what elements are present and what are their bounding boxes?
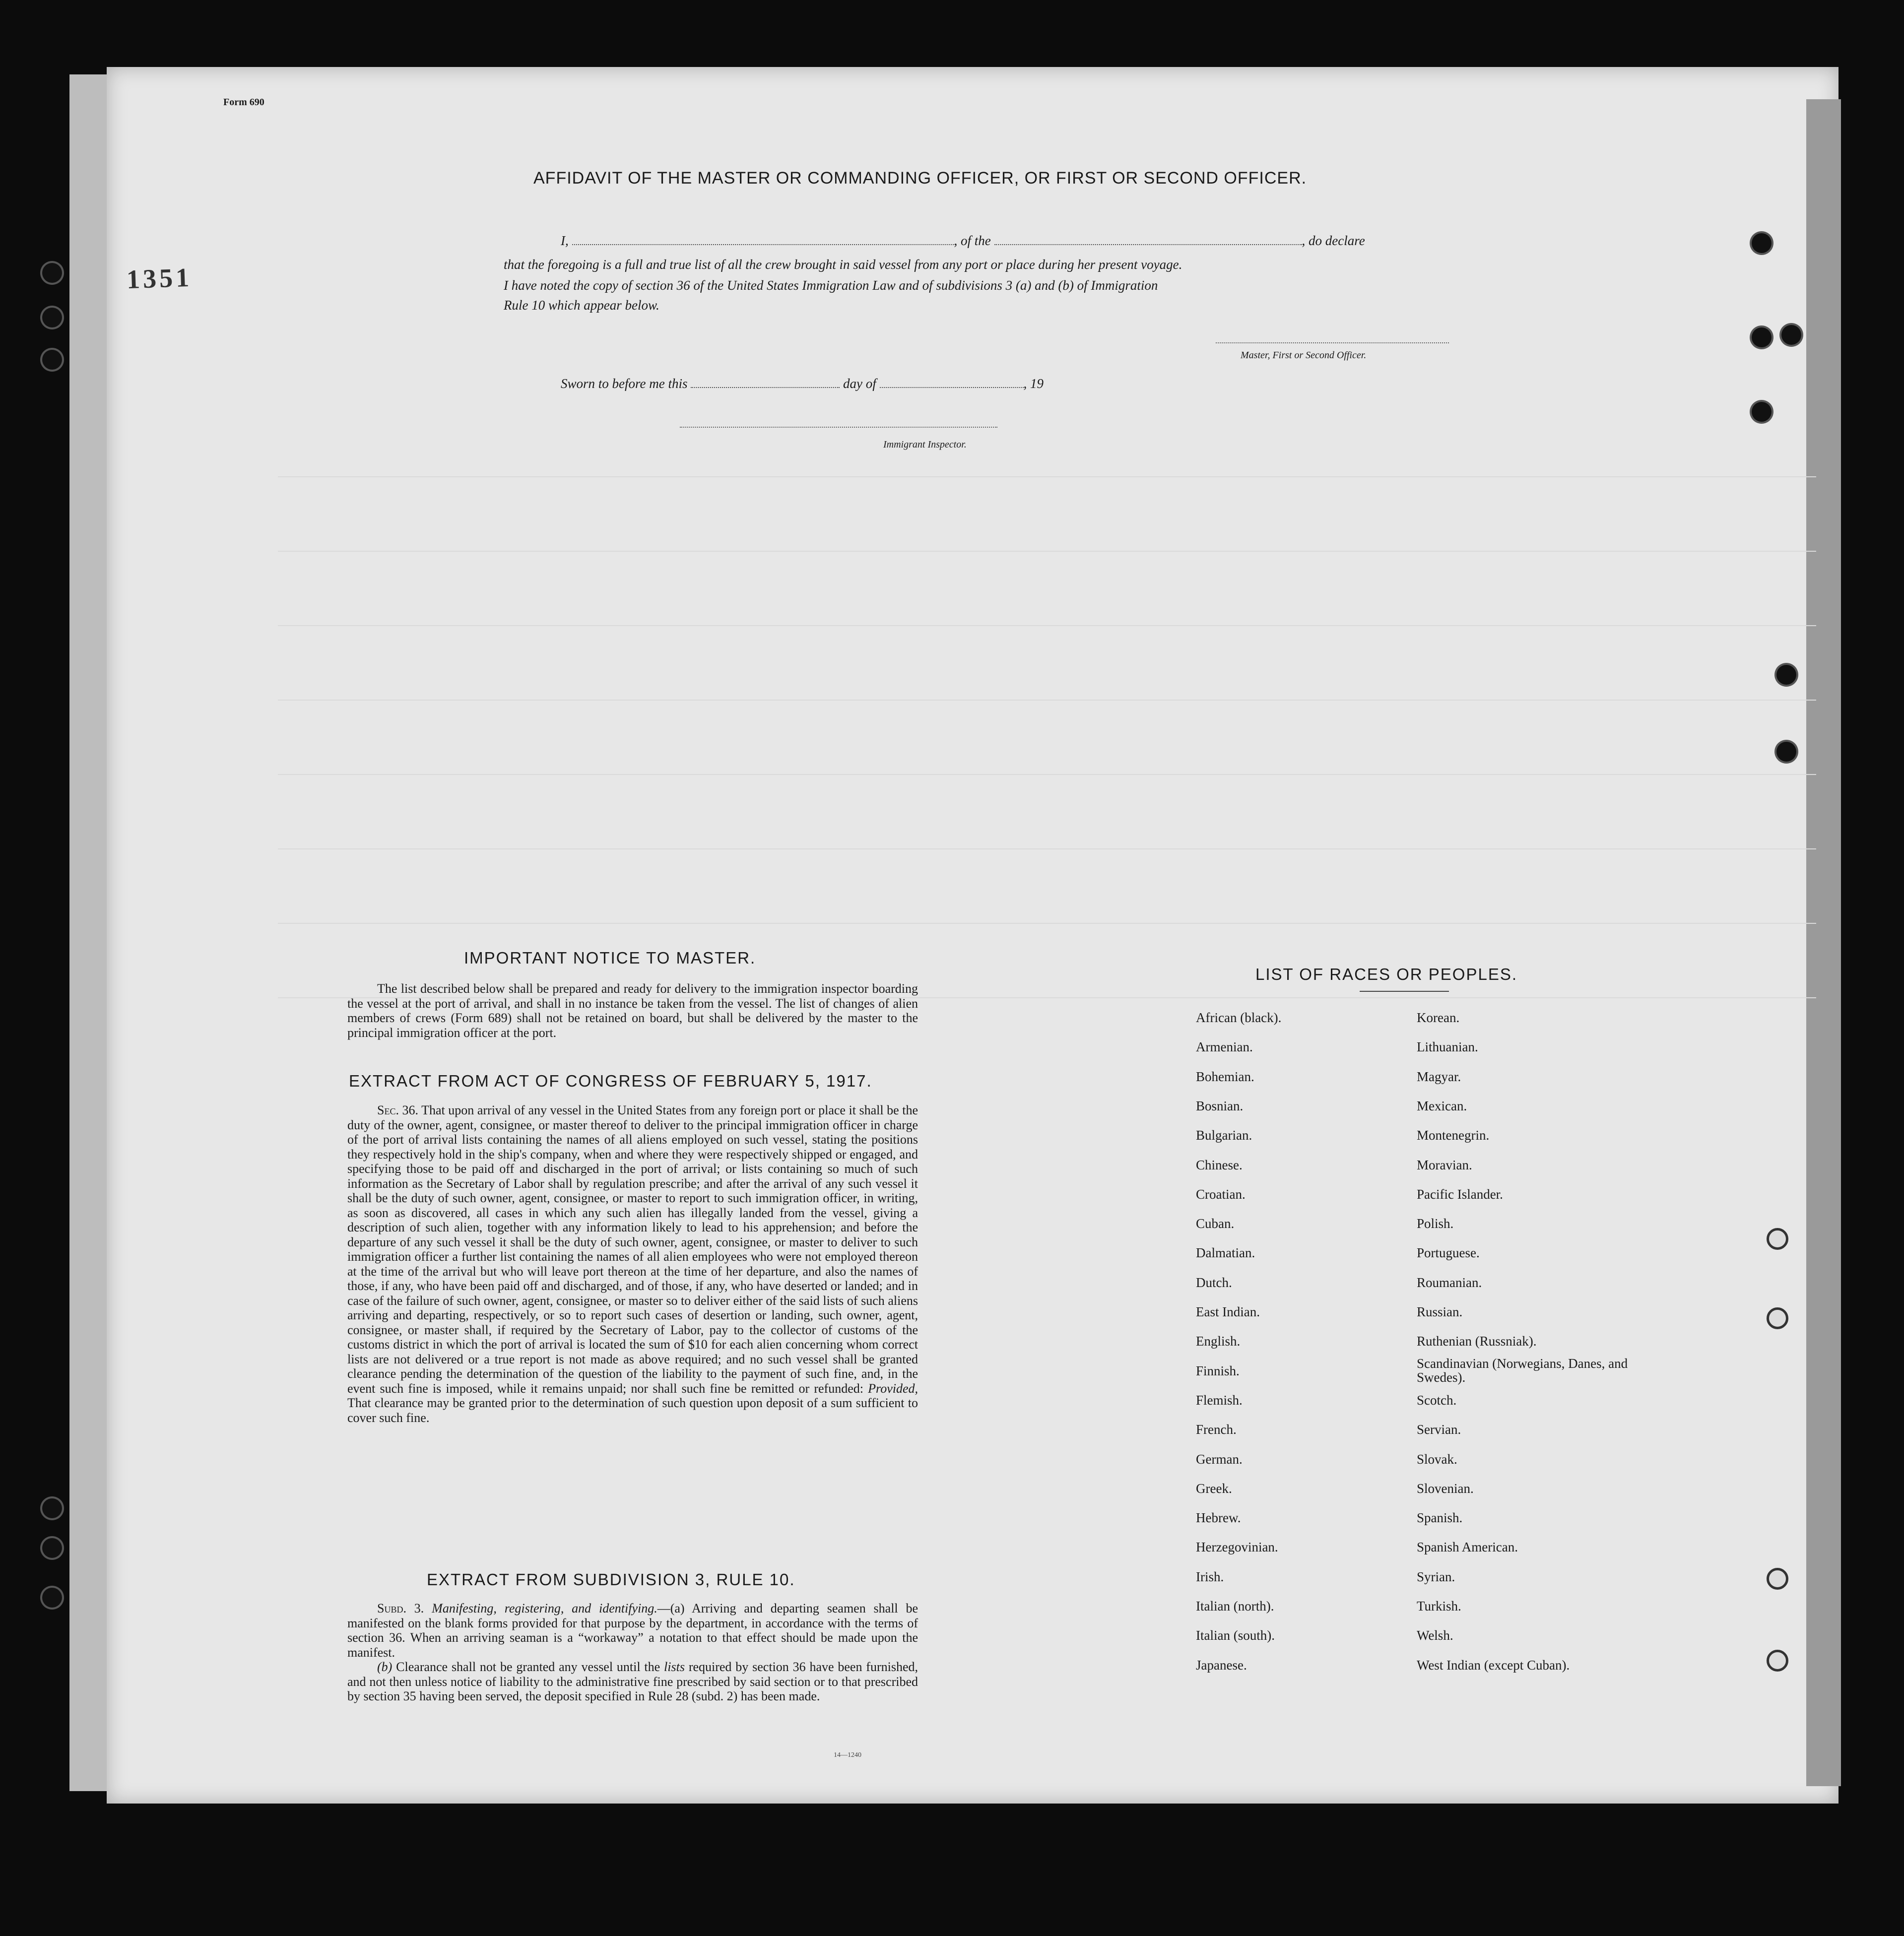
punch-hole — [1776, 742, 1796, 762]
race-item: Bohemian. — [1196, 1069, 1254, 1084]
right-edge-shadow — [1806, 99, 1841, 1786]
race-item: Moravian. — [1417, 1157, 1472, 1172]
punch-hole — [1767, 1568, 1788, 1590]
ghost-row — [278, 700, 1816, 701]
ghost-row — [278, 774, 1816, 775]
binder-hole — [42, 1588, 62, 1608]
affidavit-declare: , do declare — [1302, 233, 1365, 248]
race-item: Irish. — [1196, 1569, 1224, 1584]
subd-heading: Manifesting, registering, and identifying. — [432, 1601, 657, 1615]
races-list — [1196, 1010, 1642, 1675]
race-item: Italian (south). — [1196, 1628, 1275, 1643]
vessel-field[interactable] — [994, 244, 1302, 245]
notice-title: IMPORTANT NOTICE TO MASTER. — [464, 949, 756, 967]
race-item: Bulgarian. — [1196, 1128, 1252, 1143]
race-item: Japanese. — [1196, 1657, 1247, 1673]
punch-hole — [1781, 325, 1801, 345]
race-item: Armenian. — [1196, 1039, 1253, 1055]
race-item: Italian (north). — [1196, 1599, 1274, 1613]
race-item: Lithuanian. — [1417, 1039, 1478, 1055]
race-item: Montenegrin. — [1417, 1128, 1490, 1143]
page-number: 1351 — [126, 262, 193, 295]
race-item: Welsh. — [1417, 1628, 1453, 1643]
provided-word: Provided, — [868, 1381, 918, 1396]
race-item: Chinese. — [1196, 1157, 1243, 1172]
print-code: 14—1240 — [834, 1751, 861, 1759]
race-item: Slovenian. — [1417, 1481, 1474, 1496]
form-number: Form 690 — [223, 97, 264, 108]
race-item: Russian. — [1417, 1304, 1463, 1319]
name-field[interactable] — [572, 244, 954, 245]
affidavit-line-2: that the foregoing is a full and true list of all the crew brought in said vessel from any port or place during her present voyage. — [504, 257, 1182, 272]
affidavit-line-1 — [561, 233, 1464, 249]
rule-extract-text — [347, 1601, 918, 1704]
section-36-tail: That clearance may be granted prior to the determination of such question upon deposit of a sum sufficient to cover such fine. — [347, 1396, 918, 1425]
punch-hole — [1752, 233, 1772, 253]
race-item: Servian. — [1417, 1422, 1461, 1437]
subd-para-a: —(a) Arriving and departing seamen shall be manifested on the blank forms provided for that purpose by the department, in accordance with the terms of section 36. When an arriving seaman is a “workaway” a notation to that effect should be made upon the manifest. — [347, 1601, 919, 1660]
ghost-row — [278, 476, 1816, 477]
punch-hole — [1752, 327, 1772, 347]
race-item: Spanish. — [1417, 1510, 1463, 1526]
ghost-row — [278, 923, 1816, 924]
master-signature-line[interactable] — [1216, 342, 1449, 343]
binder-hole — [42, 263, 62, 283]
affidavit-line-3: I have noted the copy of section 36 of the United States Immigration Law and of subdivisions 3 (a) and (b) of Immigration — [504, 278, 1158, 293]
para-b-lead: (b) — [377, 1660, 393, 1674]
race-item: Polish. — [1417, 1216, 1454, 1231]
sworn-day-field[interactable] — [691, 387, 840, 388]
punch-hole — [1767, 1307, 1788, 1329]
binder-hole — [42, 308, 62, 327]
para-b-1: Clearance shall not be granted any vessel until the — [396, 1660, 660, 1674]
race-item: Scotch. — [1417, 1392, 1457, 1408]
sworn-line — [561, 376, 1206, 391]
rule-extract-title: EXTRACT FROM SUBDIVISION 3, RULE 10. — [427, 1570, 795, 1589]
race-item: Bosnian. — [1196, 1098, 1244, 1113]
subd-label: Subd. 3. — [377, 1601, 424, 1615]
race-item: English. — [1196, 1334, 1241, 1349]
punch-hole — [1752, 402, 1772, 422]
section-36-text: That upon arrival of any vessel in the United States from any foreign port or place it shall be the duty of the owner, agent, consignee, or master thereof to deliver to the principal immigration officer in charge of the port of arrival lists containing the names of all aliens employed on such vessel, stating the positions they respectively hold in the ship's company, when and where they were respectively shipped or engaged, and specifying those to be paid off and discharged in the port of arrival; or lists containing so much of such information as the Secretary of Labor shall by regulation prescribe; and after the arrival of any such vessel it shall be the duty of such owner, agent, consignee, or master to report to such immigration officer, in writing, as soon as discovered, all cases in which any such alien has illegally landed from the vessel, giving a description of such alien, together with any information likely to lead to his apprehension; and before the departure of any such vessel it shall be the duty of such owner, agent, consignee, or master to deliver to such immigration officer a further list containing the names of all alien employees who were not employed thereon at the time of the arrival but who will leave port thereon at the time of her departure, and also the names of those, if any, who have been paid off and discharged, and of those, if any, who have deserted or landed; and in case of the failure of such owner, agent, consignee, or master so to deliver either of the said lists of such aliens arriving and departing, respectively, or so to report such cases of desertion or landing, such owner, agent, consignee, or master shall, if required by the Secretary of Labor, pay to the collector of customs of the customs district in which the port of arrival is located the sum of $10 for each alien concerning whom correct lists are not delivered or a true report is not made as above required; and no such vessel shall be granted clearance pending the determination of the question of the liability to the payment of such fine, and, in the event such fine is imposed, while it remains unpaid; nor shall such fine be remitted or refunded: — [347, 1103, 919, 1396]
punch-hole — [1767, 1650, 1788, 1672]
affidavit-title: AFFIDAVIT OF THE MASTER OR COMMANDING OFFICER, OR FIRST OR SECOND OFFICER. — [533, 169, 1307, 188]
race-item: Pacific Islander. — [1417, 1186, 1503, 1202]
affidavit-of-the: , of the — [954, 233, 991, 248]
year-label: , 19 — [1023, 376, 1044, 391]
inspector-signature-line[interactable] — [680, 427, 997, 428]
race-item: Ruthenian (Russniak). — [1417, 1334, 1537, 1349]
binder-hole — [42, 1498, 62, 1518]
affidavit-i: I, — [561, 233, 569, 248]
affidavit-line-4: Rule 10 which appear below. — [504, 298, 659, 313]
race-item: Cuban. — [1196, 1216, 1235, 1231]
race-item: Greek. — [1196, 1481, 1232, 1496]
race-item: Portuguese. — [1417, 1245, 1480, 1261]
section-label: Sec. 36. — [377, 1103, 419, 1117]
race-item: Scandinavian (Norwegians, Danes, and Swedes). — [1417, 1355, 1628, 1385]
master-label: Master, First or Second Officer. — [1241, 350, 1367, 361]
binder-hole — [42, 350, 62, 370]
race-item: Syrian. — [1417, 1569, 1455, 1584]
race-item: Flemish. — [1196, 1392, 1243, 1408]
race-item: Hebrew. — [1196, 1510, 1241, 1526]
race-item: East Indian. — [1196, 1304, 1260, 1319]
races-title-rule — [1360, 991, 1449, 992]
race-item: Croatian. — [1196, 1186, 1246, 1202]
notice-paragraph: The list described below shall be prepared and ready for delivery to the immigration inspector boarding the vessel at the port of arrival, and shall in no instance be taken from the vessel. The list of changes of alien members of crews (Form 689) shall not be retained on board, but shall be delivered by the master to the principal immigration officer at the port. — [347, 981, 918, 1040]
inspector-label: Immigrant Inspector. — [883, 439, 967, 450]
act-extract-text — [347, 1103, 918, 1425]
race-item: German. — [1196, 1451, 1243, 1467]
race-item: Herzegovinian. — [1196, 1540, 1278, 1555]
race-item: Korean. — [1417, 1010, 1460, 1025]
race-item: West Indian (except Cuban). — [1417, 1657, 1570, 1673]
races-title: LIST OF RACES OR PEOPLES. — [1255, 965, 1518, 983]
race-item: Magyar. — [1417, 1069, 1461, 1084]
para-b-2: required by section 36 have been furnished, and not then unless notice of liability to the administrative fine prescribed by said section or to that prescribed by section 35 having been served, the deposit specified in Rule 28 (subd. 2) has been made. — [347, 1660, 918, 1703]
race-item: African (black). — [1196, 1010, 1282, 1025]
race-item: Slovak. — [1417, 1451, 1457, 1467]
race-item: Dalmatian. — [1196, 1245, 1255, 1261]
race-item: Roumanian. — [1417, 1275, 1482, 1290]
race-item: Turkish. — [1417, 1599, 1461, 1613]
binder-hole — [42, 1538, 62, 1558]
sworn-month-field[interactable] — [880, 387, 1024, 388]
race-item: Finnish. — [1196, 1363, 1240, 1378]
notice-text — [347, 981, 918, 1040]
race-item: Dutch. — [1196, 1275, 1232, 1290]
para-b-lists: lists — [664, 1660, 685, 1674]
race-item: Mexican. — [1417, 1098, 1467, 1113]
day-of-label: day of — [843, 376, 876, 391]
ghost-row — [278, 848, 1816, 849]
punch-hole — [1776, 665, 1796, 685]
act-extract-title: EXTRACT FROM ACT OF CONGRESS OF FEBRUARY 5, 1917. — [349, 1072, 872, 1090]
punch-hole — [1767, 1228, 1788, 1250]
race-item: Spanish American. — [1417, 1540, 1518, 1555]
race-item: French. — [1196, 1422, 1237, 1437]
sworn-label: Sworn to before me this — [561, 376, 688, 391]
ghost-row — [278, 551, 1816, 552]
ghost-row — [278, 625, 1816, 626]
